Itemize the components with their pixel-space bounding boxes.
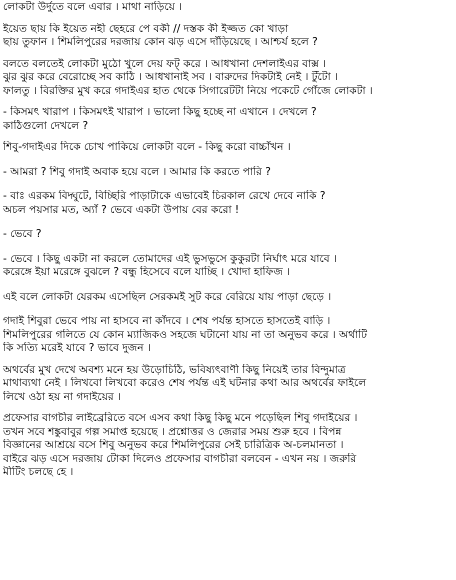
text-line: অথর্বের মুখ দেখে অবশ্য মনে হয় উড়োচিঠি, ভবিষ্যৎবাণী কিছু নিয়েই তার বিন্দুমাত্র [3, 363, 346, 376]
text-line: ফালতু । বিরক্তির মুখ করে গদাইএর হাত থেকে সিগারেটটা নিয়ে পকেটে গোঁজে লোকটা । [3, 84, 373, 97]
paragraph-2 [3, 23, 454, 50]
text-line: প্রফেসার বাগচীর লাইব্রেরিতে বসে এসব কথা কিছু কিছু মনে পড়েছিল শিবু গদাইয়ের । [3, 412, 358, 424]
text-line: - ভেবে । কিছু একটা না করলে তোমাদের এই ভুসভুসে কুকুরটা নির্ঘাৎ মরে যাবে । [3, 252, 337, 265]
paragraph-3 [3, 58, 454, 99]
text-line: মীটিং চলছে হে । [3, 466, 74, 478]
text-line: মাথাব্যথা নেই । লিখবো লিখবো করেও শেষ পর্যন্ত এই ঘটনার কথা আর অথর্বের ফাইলে [3, 377, 367, 389]
text-line: কাঠিগুলো দেখলে ? [3, 119, 89, 132]
paragraph-10 [3, 291, 454, 305]
paragraph-6 [3, 166, 454, 180]
paragraph-4 [3, 106, 454, 133]
text-line: লোকটা উর্দুতে বলে এবার । মাথা নাড়িয়ে । [3, 1, 182, 13]
paragraph-8 [3, 228, 454, 242]
paragraph-11 [3, 315, 454, 356]
text-line: করেঙ্গে ইয়া মরেঙ্গে বুঝলে ? বন্ধু হিসেবে বলে যাচ্ছি । খোদা হাফিজ । [3, 266, 290, 278]
paragraph-13 [3, 412, 454, 480]
text-line: বিজ্ঞানের আশ্রয়ে বসে শিবু অনুভব করে শিমলিপুরের সেই চারিত্রিক অ-চলমানতা । [3, 439, 344, 451]
paragraph-9 [3, 253, 454, 280]
text-line: শিবু-গদাইএর দিকে চোখ পাকিয়ে লোকটা বলে - কিছু করো বাচ্চাঁখন । [3, 141, 291, 153]
text-line: তখন সবে শঙ্কুবাবুর গল্প সমাপ্ত হয়েছে । প্রশ্নোত্তর ও জেরার সময় শুরু হবে । বিপন্ন [3, 425, 342, 438]
text-line: - ভেবে ? [3, 228, 42, 240]
paragraph-7 [3, 190, 454, 217]
paragraph-12 [3, 364, 454, 405]
text-line: - বাঃ এরকম বিদ্ঘুটে, বিচ্ছিরি পাড়াটাকে এভাবেই চিরকাল রেখে দেবে নাকি ? [3, 190, 326, 202]
text-line: অচল পয়সার মত, অ্যাঁ ? ভেবে একটা উপায় বের করো ! [3, 203, 240, 216]
text-line: কি সত্যি মরেই যাবে ? ভাবে দুজন । [3, 342, 151, 354]
text-line: এই বলে লোকটা যেরকম এসেছিল সেরকমই সুট করে বেরিয়ে যায় পাড়া ছেড়ে । [3, 290, 332, 303]
text-line: - আমরা ? শিবু গদাই অবাক হয়ে বলে । আমার কি করতে পারি ? [3, 165, 271, 178]
text-line: - কিসমৎ খারাপ । কিসমৎই খারাপ । ভালো কিছু হচ্ছে না এখানে । দেখলে ? [3, 106, 317, 118]
document-page [3, 1, 454, 480]
paragraph-1 [3, 1, 454, 15]
text-line: ঝুর ঝুর করে বেরোচ্ছে সব কাঠি । আধখানাই সব । বারুদের দিকটাই নেই । টুঁটো । [3, 71, 338, 83]
text-line: বলতে বলতেই লোকটা মুঠো খুলে দেয় ফট্ করে । আধখানা দেশলাইএর বাক্স । [3, 57, 327, 70]
text-line: বাইরে ঝড় এসে দরজায় টোকা দিলেও প্রফেসার বাগচীরা বলবেন - এখন নয় । জরুরি [3, 452, 357, 465]
paragraph-5 [3, 141, 454, 155]
text-line: ইয়েত ছায় কি ইয়েত নহী ছেহরে পে বকী // দস্তক কী ইজ্জত কো খাড়া [3, 22, 289, 35]
text-line: গদাই শিবুরা ভেবে পায় না হাসবে না কাঁদবে । শেষ পর্যন্ত হাসতে হাসতেই বাড়ি । [3, 315, 331, 327]
text-line: শিমলিপুরের গলিতে যে কোন ম্যাজিকও সহজে ঘটানো যায় না তা অনুভব করে । অর্থাটি [3, 328, 367, 341]
text-line: লিখে ওঠা হয় না গদাইয়ের । [3, 390, 121, 403]
text-line: ছায় তুফান । শিমলিপুরের দরজায় কোন ঝড় এসে দাঁড়িয়েছে । আশ্চর্য হলে ? [3, 36, 318, 48]
